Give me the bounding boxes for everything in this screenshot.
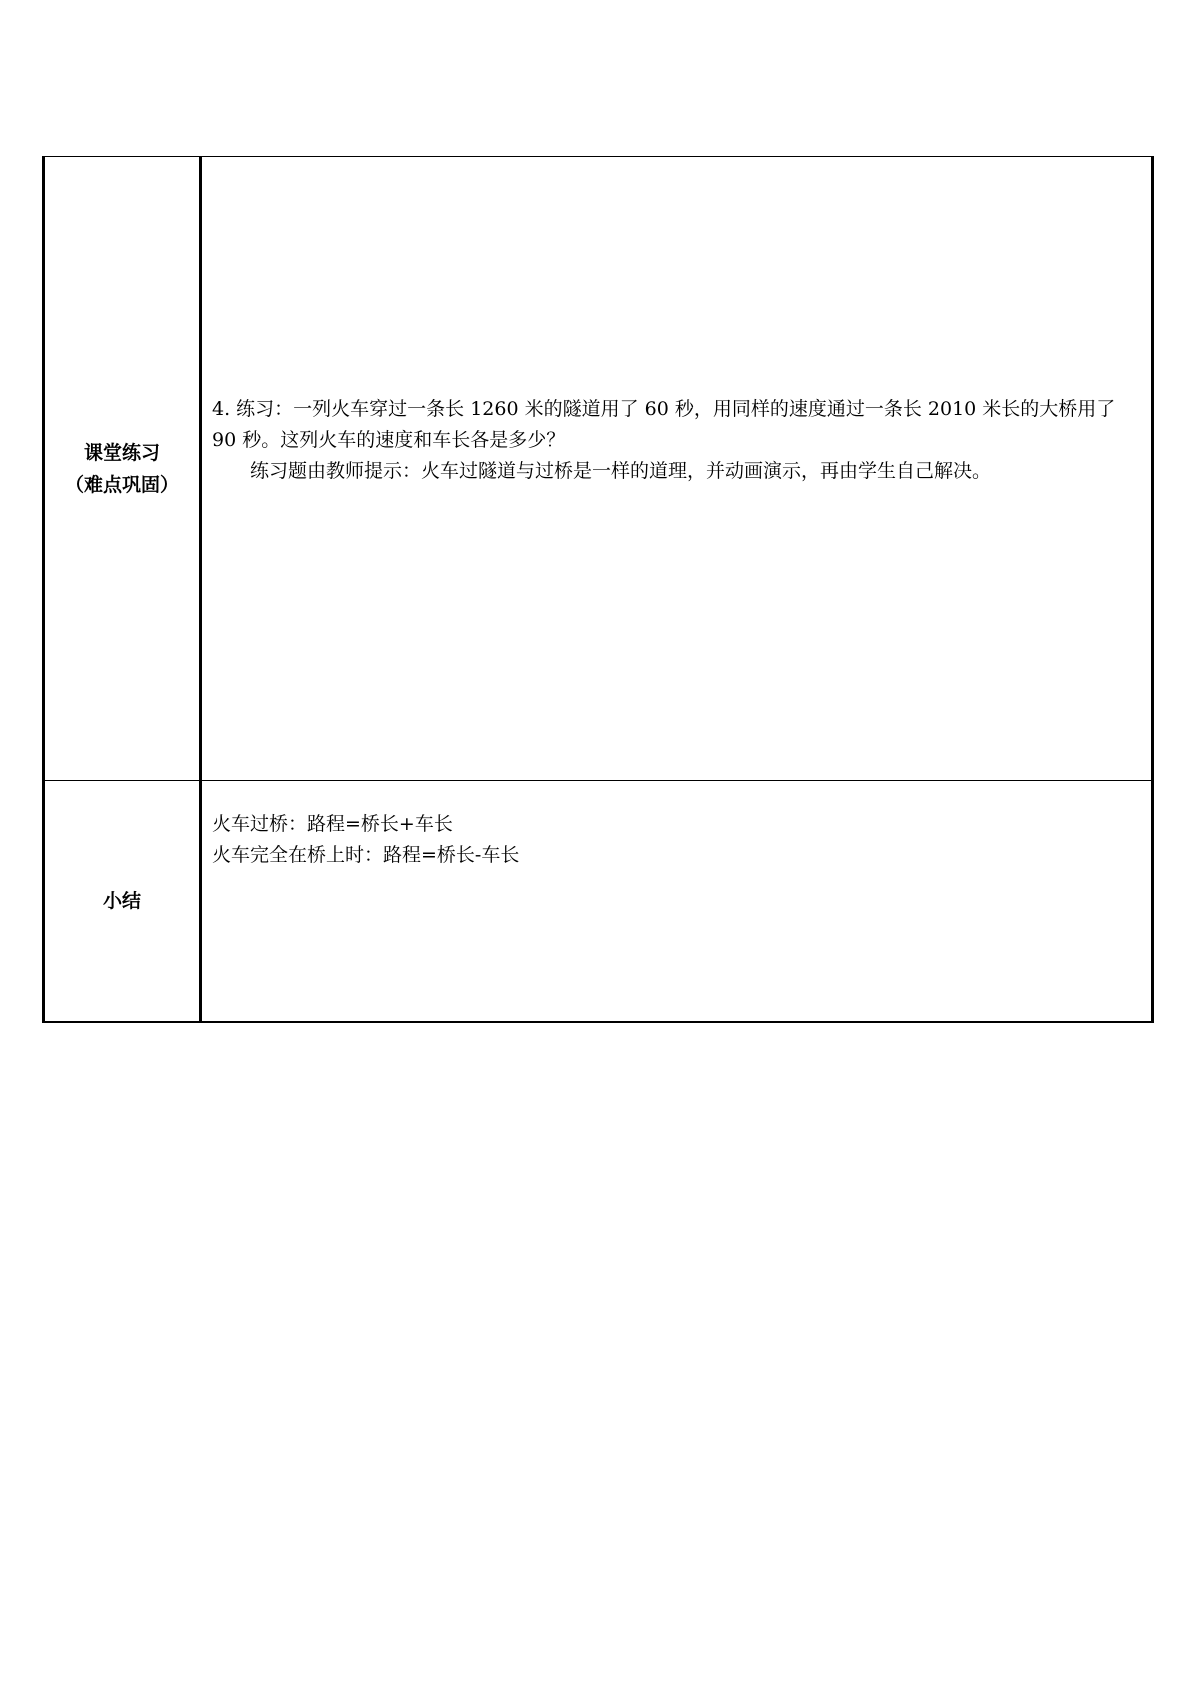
practice-content — [202, 157, 1151, 487]
practice-label-subtitle: （难点巩固） — [64, 473, 179, 496]
summary-formula-on-bridge: 火车完全在桥上时：路程=桥长-车长 — [212, 844, 520, 866]
practice-label-title: 课堂练习 — [83, 441, 160, 464]
summary-label-cell — [44, 781, 201, 1023]
summary-formula-bridge: 火车过桥：路程=桥长+车长 — [212, 813, 453, 835]
practice-row — [44, 157, 1153, 781]
summary-label: 小结 — [102, 890, 141, 912]
summary-content-cell — [201, 781, 1153, 1023]
practice-label-cell — [44, 157, 201, 781]
summary-row — [44, 781, 1153, 1023]
exercise-question: 4. 练习：一列火车穿过一条长 1260 米的隧道用了 60 秒，用同样的速度通过一条长 2010 米长的大桥用了 90 秒。这列火车的速度和车长各是多少？ — [212, 398, 1116, 451]
practice-content-cell — [201, 157, 1153, 781]
lesson-plan-table — [42, 156, 1154, 1023]
exercise-hint: 练习题由教师提示：火车过隧道与过桥是一样的道理，并动画演示，再由学生自己解决。 — [250, 460, 992, 482]
summary-content — [202, 781, 1151, 871]
